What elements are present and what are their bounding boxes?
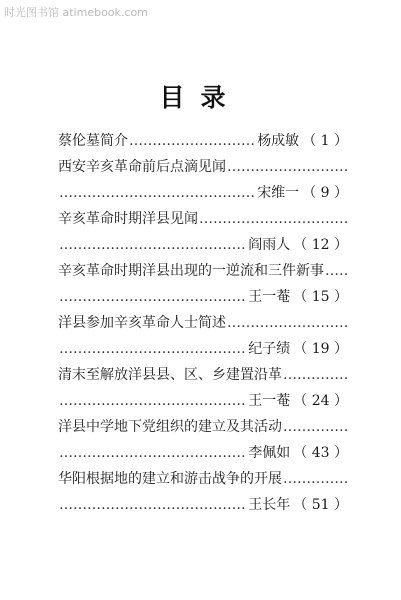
dot-leader [59,180,256,206]
entry-page: （ 19 ） [293,341,348,357]
table-of-contents [58,128,348,518]
page-title: 目录 [159,83,242,112]
toc-entry [58,362,348,414]
toc-line [58,414,348,440]
watermark-text: 时光图书馆 atimebook.com [4,6,148,19]
dot-leader [59,232,247,258]
toc-entry [58,258,348,310]
entry-title: 蔡伦墓简介 [58,133,128,149]
toc-line [58,466,348,492]
entry-author: 王一菴 [248,289,291,305]
dot-leader [283,466,347,492]
dot-leader [59,388,247,414]
toc-line [58,336,348,362]
dot-leader [59,284,247,310]
entry-author: 阎雨人 [248,237,291,253]
toc-line [58,284,348,310]
toc-line [58,128,348,154]
toc-line [58,440,348,466]
toc-entry [58,154,348,206]
entry-title: 辛亥革命时期洋县见闻 [58,211,198,227]
entry-page: （ 24 ） [293,393,348,409]
entry-author: 王长年 [248,497,291,513]
toc-line [58,154,348,180]
toc-entry [58,414,348,466]
entry-title: 洋县中学地下党组织的建立及其活动 [58,419,282,435]
entry-author: 宋维一 [257,185,300,201]
entry-title: 华阳根据地的建立和游击战争的开展 [58,471,282,487]
dot-leader [59,440,247,466]
entry-page: （ 51 ） [293,497,348,513]
entry-page: （ 12 ） [293,237,348,253]
toc-line [58,362,348,388]
dot-leader [283,362,347,388]
entry-title: 西安辛亥革命前后点滴见闻 [58,159,226,175]
entry-author: 杨成敏 [257,133,300,149]
entry-title: 洋县参加辛亥革命人士简述 [58,315,226,331]
entry-author: 李佩如 [248,445,291,461]
toc-line [58,180,348,206]
entry-page: （ 43 ） [293,445,348,461]
dot-leader [227,310,347,336]
entry-page: （ 1 ） [302,133,348,149]
entry-author: 纪子绩 [248,341,291,357]
dot-leader [129,128,256,154]
dot-leader [59,492,247,518]
toc-line [58,258,348,284]
toc-line [58,232,348,258]
entry-author: 王一菴 [248,393,291,409]
toc-line [58,310,348,336]
dot-leader [283,414,347,440]
dot-leader [199,206,347,232]
toc-entry [58,310,348,362]
entry-page: （ 15 ） [293,289,348,305]
entry-page: （ 9 ） [302,185,348,201]
toc-line [58,492,348,518]
entry-title: 清末至解放洋县县、区、乡建置沿革 [58,367,282,383]
toc-entry [58,128,348,154]
dot-leader [325,258,347,284]
entry-title: 辛亥革命时期洋县出现的一逆流和三件新事 [58,263,324,279]
toc-line [58,206,348,232]
toc-entry [58,206,348,258]
toc-line [58,388,348,414]
dot-leader [59,336,247,362]
dot-leader [227,154,347,180]
toc-entry [58,466,348,518]
